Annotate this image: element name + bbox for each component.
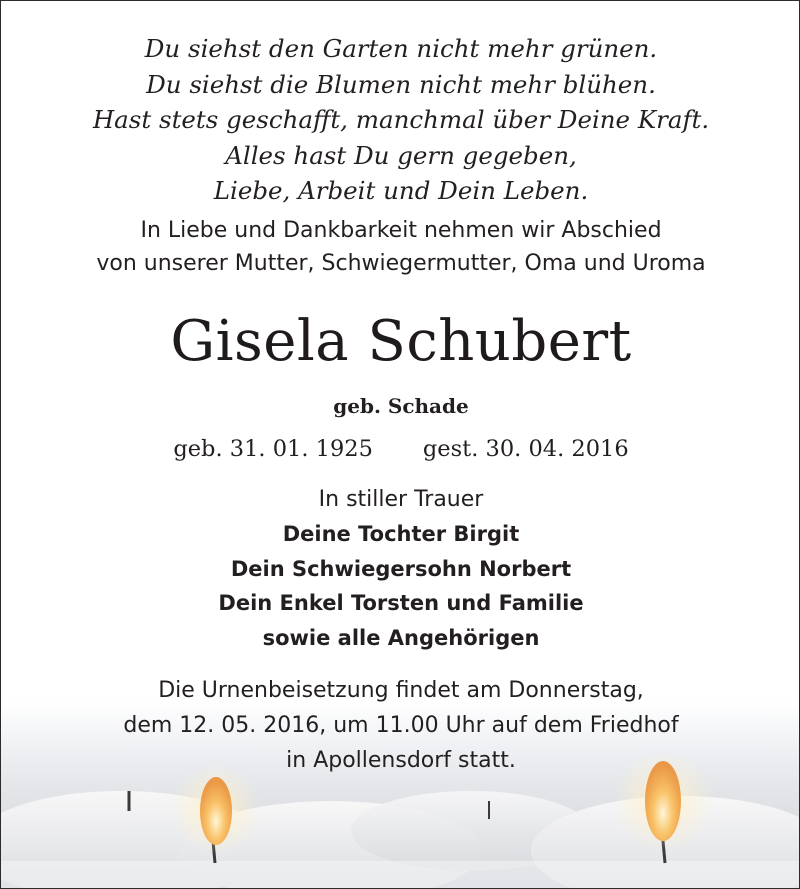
burial-info [1,673,800,778]
mourner: sowie alle Angehörigen [262,625,540,650]
intro-line: von unserer Mutter, Schwiegermutter, Oma und Uroma [96,251,706,276]
flame-left [200,777,232,845]
deceased-name: Gisela Schubert [170,309,632,374]
mourner: Dein Schwiegersohn Norbert [230,556,572,581]
poem-line: Du siehst die Blumen nicht mehr blühen. [146,69,656,99]
mourner: Deine Tochter Birgit [282,522,520,546]
burial-line: Die Urnenbeisetzung findet am Donnerstag, [158,678,644,703]
burial-line: in Apollensdorf statt. [286,748,516,773]
intro-text [1,214,800,280]
mourners-list [1,517,800,655]
maiden-name: geb. Schade [333,394,469,418]
intro-line: In Liebe und Dankbarkeit nehmen wir Abschied [140,218,662,243]
birth-date: geb. 31. 01. 1925 [173,436,373,462]
burial-line: dem 12. 05. 2016, um 11.00 Uhr auf dem Friedhof [123,713,679,738]
poem-line: Hast stets geschafft, manchmal über Deine Kraft. [92,105,710,134]
mourner: Dein Enkel Torsten und Familie [218,591,584,615]
poem-line: Liebe, Arbeit und Dein Leben. [213,176,589,205]
poem [1,31,800,209]
mourning-heading: In stiller Trauer [318,487,484,512]
life-dates [1,431,800,467]
poem-line: Alles hast Du gern gegeben, [225,140,577,170]
poem-line: Du siehst den Garten nicht mehr grünen. [144,34,658,63]
death-date: gest. 30. 04. 2016 [422,436,629,462]
